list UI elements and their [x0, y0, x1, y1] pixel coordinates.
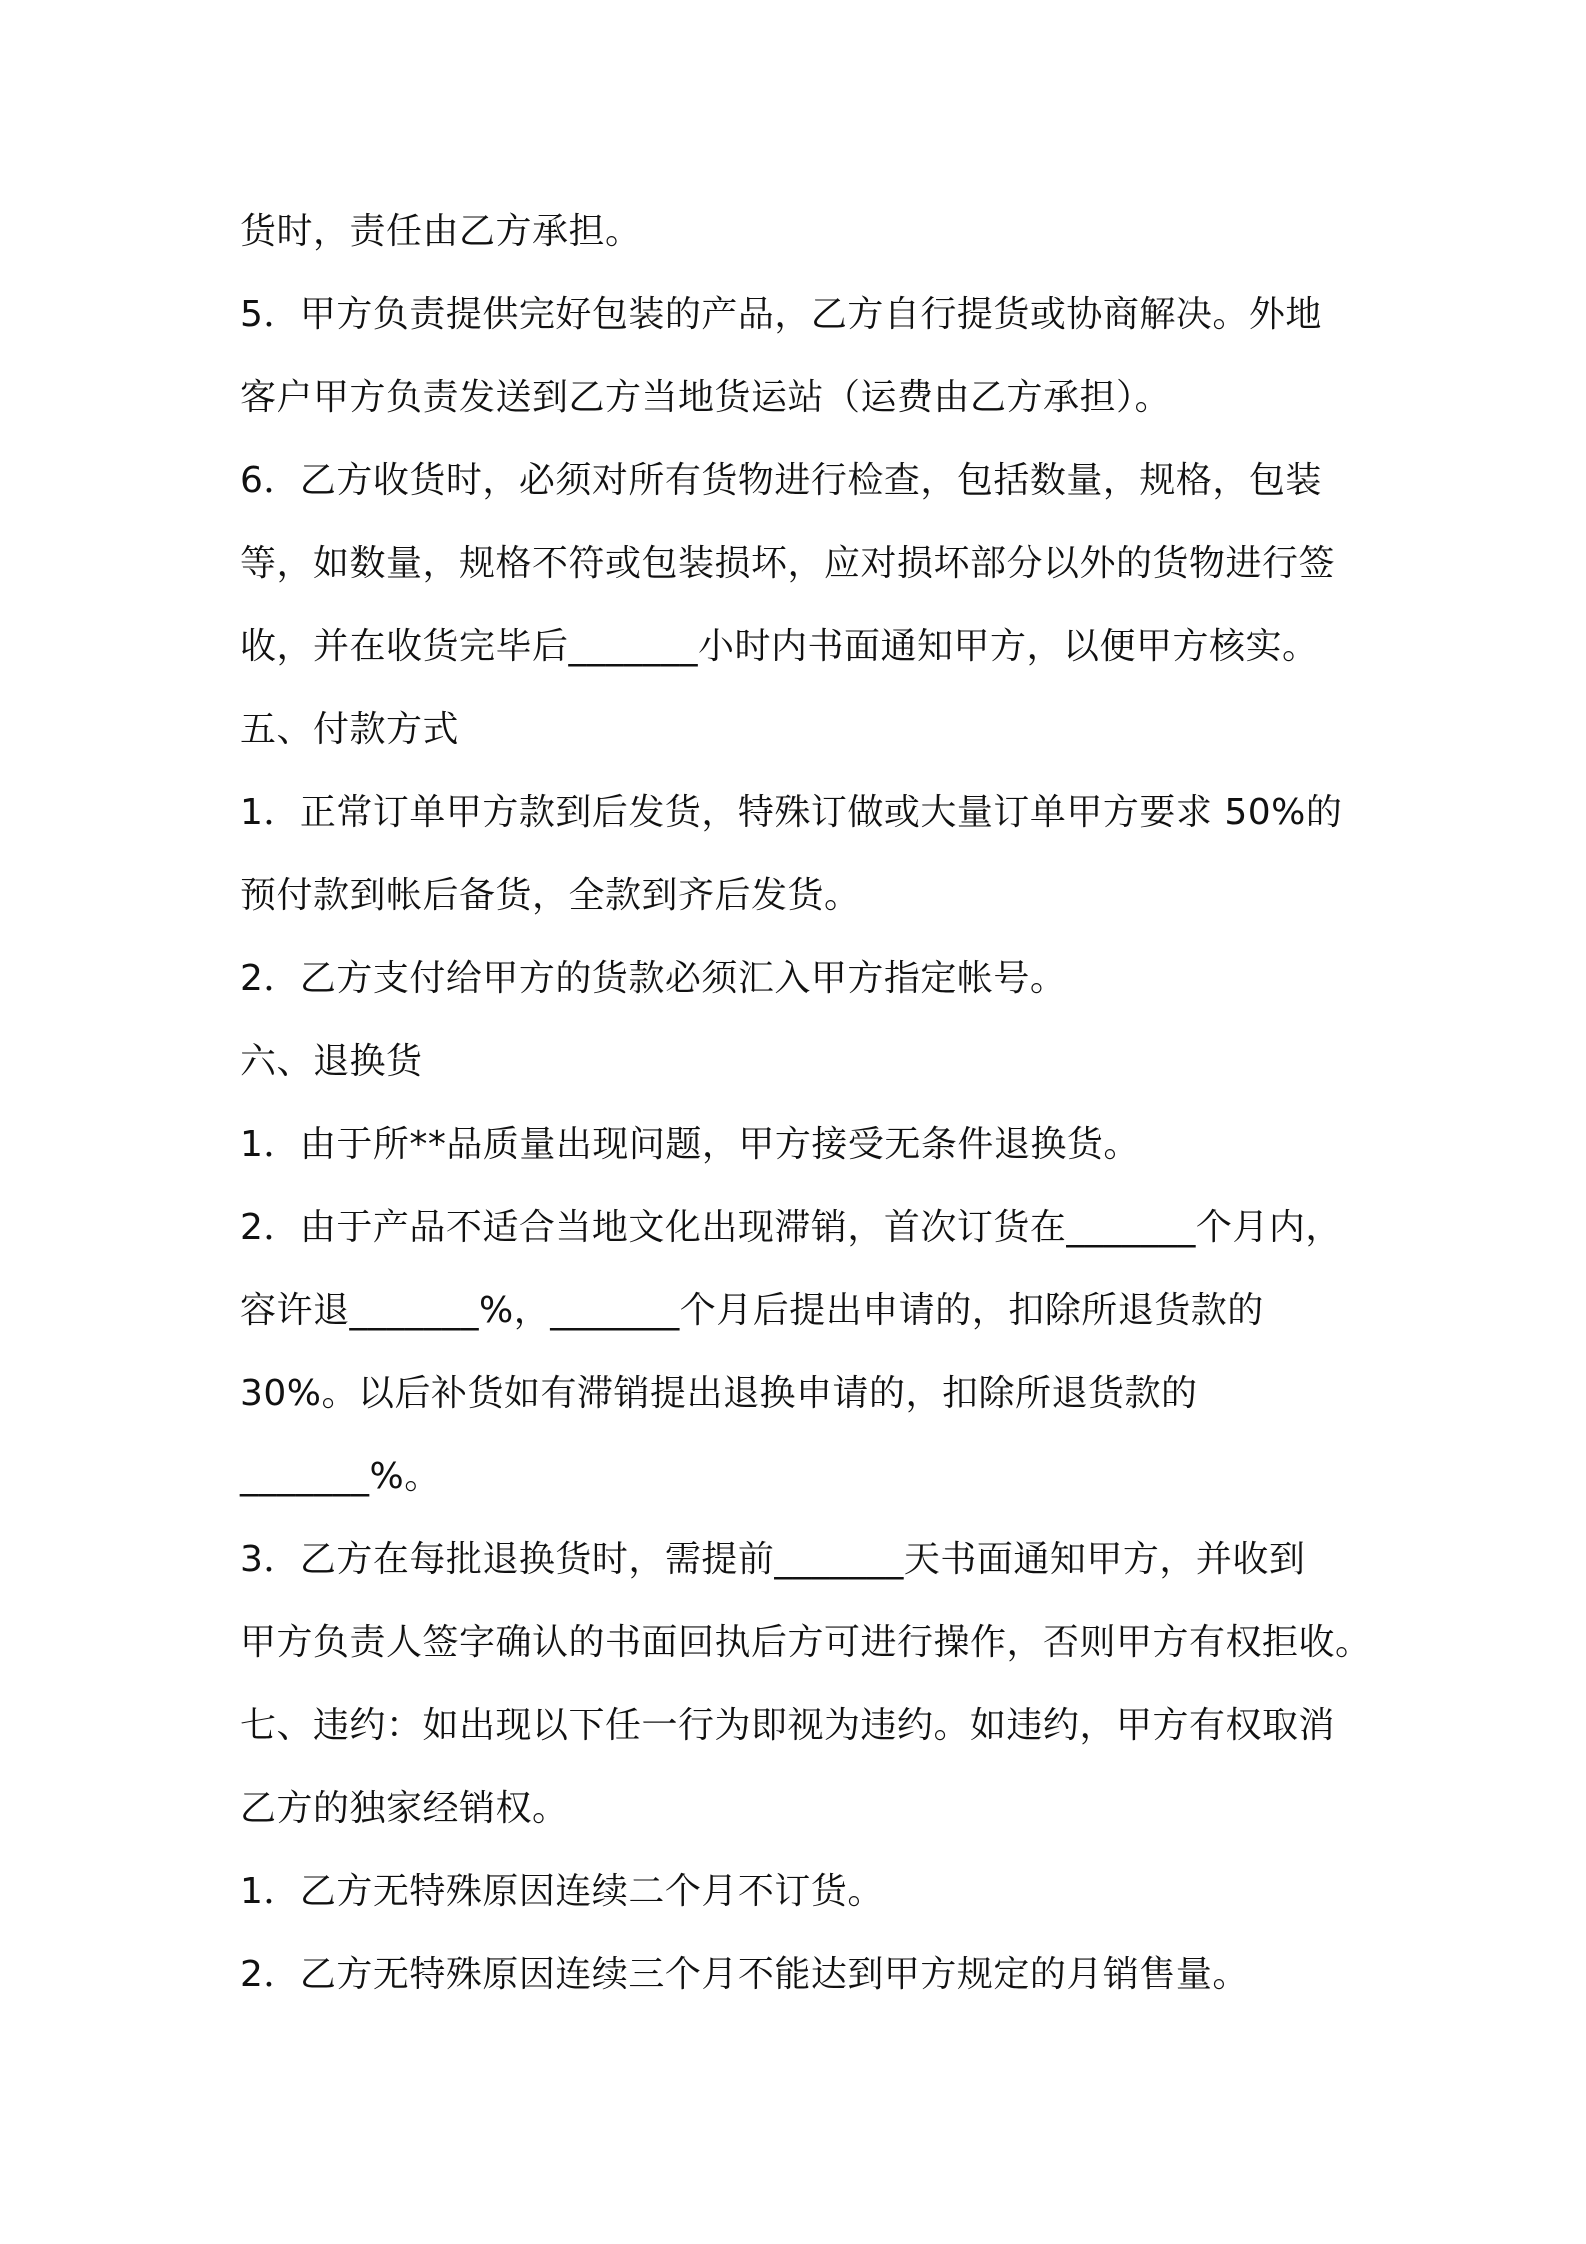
text-line: 乙方的独家经销权。	[240, 1788, 569, 1829]
section-heading: 七、违约：如出现以下任一行为即视为违约。如违约，甲方有权取消	[240, 1705, 1336, 1746]
document-body	[240, 190, 1372, 2016]
text-line: 2．乙方无特殊原因连续三个月不能达到甲方规定的月销售量。	[240, 1954, 1249, 1995]
text-line: 货时，责任由乙方承担。	[240, 211, 642, 252]
text-line: 1．由于所**品质量出现问题，甲方接受无条件退换货。	[240, 1124, 1140, 1165]
text-line: 3．乙方在每批退换货时，需提前_______天书面通知甲方，并收到	[240, 1539, 1306, 1580]
text-line: 30%。以后补货如有滞销提出退换申请的，扣除所退货款的	[240, 1373, 1198, 1414]
text-line: 等，如数量，规格不符或包装损坏，应对损坏部分以外的货物进行签	[240, 543, 1336, 584]
section-heading: 六、退换货	[240, 1041, 423, 1082]
text-line: 容许退_______%，_______个月后提出申请的，扣除所退货款的	[240, 1290, 1264, 1331]
text-line: 收，并在收货完毕后_______小时内书面通知甲方，以便甲方核实。	[240, 626, 1319, 667]
text-line: 预付款到帐后备货，全款到齐后发货。	[240, 875, 861, 916]
text-line: 1．正常订单甲方款到后发货，特殊订做或大量订单甲方要求 50%的	[240, 792, 1343, 833]
text-line: 1．乙方无特殊原因连续二个月不订货。	[240, 1871, 884, 1912]
text-line: 2．由于产品不适合当地文化出现滞销，首次订货在_______个月内，	[240, 1207, 1342, 1248]
text-line: 甲方负责人签字确认的书面回执后方可进行操作，否则甲方有权拒收。	[240, 1622, 1372, 1663]
text-line: 6．乙方收货时，必须对所有货物进行检查，包括数量，规格，包装	[240, 460, 1322, 501]
section-heading: 五、付款方式	[240, 709, 460, 750]
text-line: 客户甲方负责发送到乙方当地货运站（运费由乙方承担）。	[240, 377, 1172, 418]
text-line: 2．乙方支付给甲方的货款必须汇入甲方指定帐号。	[240, 958, 1067, 999]
text-line: 5．甲方负责提供完好包装的产品，乙方自行提货或协商解决。外地	[240, 294, 1322, 335]
text-line: _______%。	[240, 1456, 441, 1497]
